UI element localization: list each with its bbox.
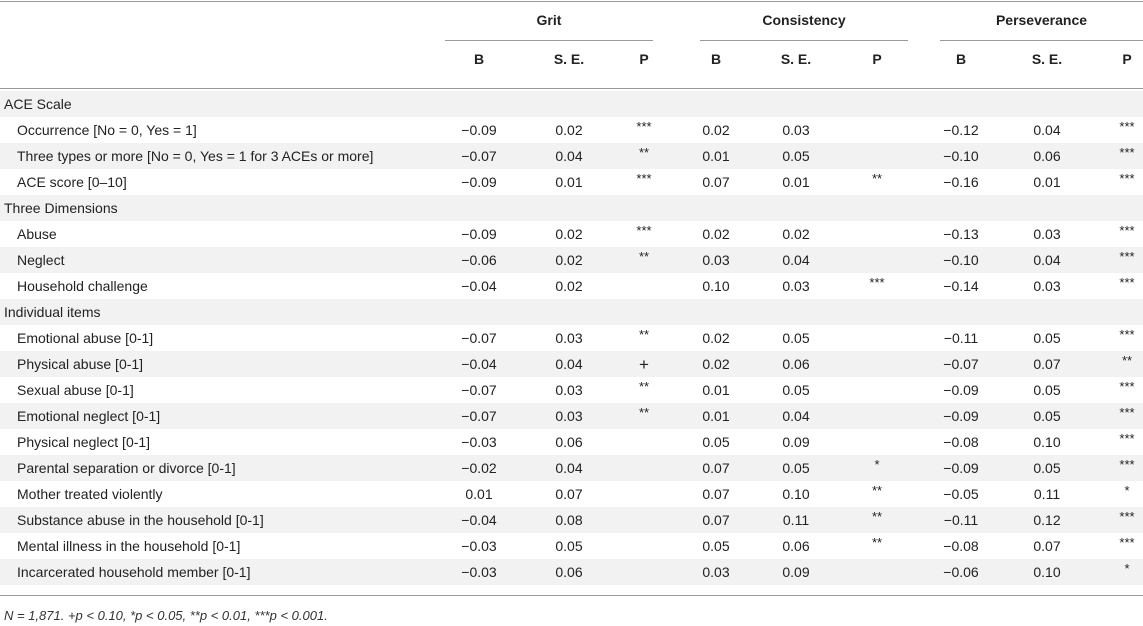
row-label: Three types or more [No = 0, Yes = 1 for 3 ACEs or more] bbox=[17, 148, 374, 164]
value-cell: 0.01 bbox=[782, 174, 810, 190]
value-cell: 0.01 bbox=[555, 174, 583, 190]
subheader-b-grit: B bbox=[473, 51, 485, 67]
significance-cell: * bbox=[874, 457, 880, 472]
significance-cell: *** bbox=[1119, 405, 1135, 420]
group-header-perseverance: Perseverance bbox=[995, 12, 1088, 28]
value-cell: 0.02 bbox=[702, 122, 730, 138]
value-cell: 0.10 bbox=[782, 486, 810, 502]
value-cell: 0.04 bbox=[1033, 252, 1061, 268]
value-cell: 0.06 bbox=[782, 538, 810, 554]
significance-cell: *** bbox=[1119, 327, 1135, 342]
value-cell: −0.10 bbox=[943, 252, 979, 268]
subheader-p-grit: P bbox=[639, 51, 649, 67]
value-cell: 0.03 bbox=[782, 278, 810, 294]
value-cell: 0.07 bbox=[702, 174, 730, 190]
value-cell: 0.03 bbox=[555, 408, 583, 424]
group-rule-perseverance bbox=[940, 40, 1143, 41]
value-cell: 0.01 bbox=[1033, 174, 1061, 190]
value-cell: 0.05 bbox=[1033, 408, 1061, 424]
value-cell: −0.06 bbox=[461, 252, 497, 268]
significance-cell: ** bbox=[638, 405, 650, 420]
value-cell: 0.02 bbox=[702, 356, 730, 372]
significance-cell: *** bbox=[1119, 457, 1135, 472]
value-cell: 0.05 bbox=[702, 538, 730, 554]
value-cell: 0.06 bbox=[555, 564, 583, 580]
value-cell: 0.05 bbox=[1033, 330, 1061, 346]
section-row bbox=[0, 91, 1143, 117]
value-cell: −0.07 bbox=[461, 148, 497, 164]
significance-cell: *** bbox=[1119, 431, 1135, 446]
value-cell: 0.07 bbox=[1033, 538, 1061, 554]
table-row bbox=[0, 351, 1143, 377]
value-cell: 0.07 bbox=[702, 512, 730, 528]
table-row bbox=[0, 507, 1143, 533]
significance-cell: *** bbox=[1119, 275, 1135, 290]
value-cell: −0.09 bbox=[943, 382, 979, 398]
significance-cell bbox=[852, 403, 902, 429]
significance-cell: *** bbox=[1119, 509, 1135, 524]
row-label: Incarcerated household member [0-1] bbox=[17, 564, 251, 580]
significance-cell: ** bbox=[871, 171, 883, 186]
value-cell: −0.10 bbox=[943, 148, 979, 164]
table-row bbox=[0, 533, 1143, 559]
significance-cell bbox=[619, 455, 669, 481]
value-cell: −0.07 bbox=[461, 382, 497, 398]
subheader-b-consistency: B bbox=[710, 51, 722, 67]
significance-cell bbox=[619, 429, 669, 455]
subheader-se-consistency: S. E. bbox=[780, 51, 812, 67]
value-cell: −0.11 bbox=[943, 330, 979, 346]
significance-cell bbox=[852, 143, 902, 169]
value-cell: 0.07 bbox=[702, 486, 730, 502]
value-cell: 0.04 bbox=[782, 408, 810, 424]
group-header-grit: Grit bbox=[536, 12, 562, 28]
table-row bbox=[0, 169, 1143, 195]
value-cell: 0.05 bbox=[1033, 382, 1061, 398]
value-cell: 0.06 bbox=[1033, 148, 1061, 164]
row-label: Emotional abuse [0-1] bbox=[17, 330, 154, 346]
significance-cell bbox=[852, 351, 902, 377]
value-cell: 0.05 bbox=[782, 148, 810, 164]
section-row bbox=[0, 299, 1143, 325]
group-rule-grit bbox=[445, 40, 653, 41]
value-cell: 0.02 bbox=[782, 226, 810, 242]
table-footnote: N = 1,871. +p < 0.10, *p < 0.05, **p < 0.01, ***p < 0.001. bbox=[4, 608, 328, 623]
table-row bbox=[0, 455, 1143, 481]
value-cell: −0.04 bbox=[461, 278, 497, 294]
value-cell: 0.08 bbox=[555, 512, 583, 528]
table-body bbox=[0, 91, 1143, 585]
value-cell: 0.01 bbox=[702, 148, 730, 164]
value-cell: 0.03 bbox=[702, 564, 730, 580]
value-cell: −0.09 bbox=[943, 460, 979, 476]
value-cell: 0.12 bbox=[1033, 512, 1061, 528]
row-label: Physical abuse [0-1] bbox=[17, 356, 144, 372]
table-bottom-rule bbox=[0, 595, 1143, 596]
value-cell: 0.02 bbox=[555, 278, 583, 294]
significance-cell: ** bbox=[638, 249, 650, 264]
significance-cell: + bbox=[639, 355, 649, 374]
value-cell: 0.03 bbox=[555, 330, 583, 346]
value-cell: 0.02 bbox=[555, 252, 583, 268]
value-cell: −0.04 bbox=[461, 512, 497, 528]
value-cell: 0.02 bbox=[555, 226, 583, 242]
table-row bbox=[0, 221, 1143, 247]
value-cell: −0.14 bbox=[943, 278, 979, 294]
row-label: Mother treated violently bbox=[17, 486, 163, 502]
row-label: Abuse bbox=[17, 226, 57, 242]
significance-cell: *** bbox=[1119, 535, 1135, 550]
row-label: Emotional neglect [0-1] bbox=[17, 408, 161, 424]
section-row bbox=[0, 195, 1143, 221]
value-cell: −0.03 bbox=[461, 564, 497, 580]
significance-cell bbox=[619, 273, 669, 299]
row-label: Sexual abuse [0-1] bbox=[17, 382, 134, 398]
value-cell: 0.07 bbox=[1033, 356, 1061, 372]
subheader-p-perseverance: P bbox=[1122, 51, 1132, 67]
section-label: ACE Scale bbox=[4, 96, 72, 112]
row-label: Mental illness in the household [0-1] bbox=[17, 538, 241, 554]
table-row bbox=[0, 117, 1143, 143]
value-cell: 0.10 bbox=[702, 278, 730, 294]
value-cell: 0.05 bbox=[555, 538, 583, 554]
value-cell: 0.10 bbox=[1033, 434, 1061, 450]
significance-cell: ** bbox=[871, 509, 883, 524]
value-cell: 0.04 bbox=[555, 460, 583, 476]
significance-cell: *** bbox=[1119, 249, 1135, 264]
significance-cell: *** bbox=[1119, 171, 1135, 186]
significance-cell: *** bbox=[636, 223, 652, 238]
value-cell: 0.03 bbox=[782, 122, 810, 138]
value-cell: 0.06 bbox=[782, 356, 810, 372]
significance-cell: ** bbox=[871, 483, 883, 498]
significance-cell: *** bbox=[636, 119, 652, 134]
significance-cell bbox=[852, 377, 902, 403]
value-cell: −0.04 bbox=[461, 356, 497, 372]
table-row bbox=[0, 403, 1143, 429]
significance-cell bbox=[619, 481, 669, 507]
significance-cell: ** bbox=[638, 145, 650, 160]
significance-cell bbox=[852, 117, 902, 143]
significance-cell: *** bbox=[869, 275, 885, 290]
value-cell: 0.05 bbox=[782, 382, 810, 398]
significance-cell bbox=[852, 429, 902, 455]
table-row bbox=[0, 143, 1143, 169]
value-cell: 0.05 bbox=[1033, 460, 1061, 476]
value-cell: −0.05 bbox=[943, 486, 979, 502]
row-label: Occurrence [No = 0, Yes = 1] bbox=[17, 122, 197, 138]
value-cell: 0.04 bbox=[555, 356, 583, 372]
table-row bbox=[0, 377, 1143, 403]
value-cell: 0.05 bbox=[782, 460, 810, 476]
significance-cell: *** bbox=[1119, 119, 1135, 134]
value-cell: −0.16 bbox=[943, 174, 979, 190]
table-row bbox=[0, 481, 1143, 507]
table-top-rule bbox=[0, 1, 1143, 2]
value-cell: −0.03 bbox=[461, 538, 497, 554]
row-label: ACE score [0–10] bbox=[17, 174, 127, 190]
significance-cell: ** bbox=[638, 379, 650, 394]
row-label: Household challenge bbox=[17, 278, 148, 294]
group-header-consistency: Consistency bbox=[762, 12, 846, 28]
value-cell: 0.11 bbox=[1033, 486, 1061, 502]
value-cell: −0.13 bbox=[943, 226, 979, 242]
value-cell: −0.09 bbox=[943, 408, 979, 424]
subheader-p-consistency: P bbox=[872, 51, 882, 67]
significance-cell bbox=[852, 559, 902, 585]
row-label: Substance abuse in the household [0-1] bbox=[17, 512, 264, 528]
significance-cell bbox=[619, 559, 669, 585]
value-cell: 0.09 bbox=[782, 434, 810, 450]
value-cell: −0.08 bbox=[943, 538, 979, 554]
value-cell: 0.02 bbox=[702, 330, 730, 346]
value-cell: 0.07 bbox=[702, 460, 730, 476]
value-cell: −0.11 bbox=[943, 512, 979, 528]
value-cell: 0.02 bbox=[555, 122, 583, 138]
value-cell: −0.09 bbox=[461, 226, 497, 242]
value-cell: 0.03 bbox=[555, 382, 583, 398]
value-cell: 0.01 bbox=[702, 408, 730, 424]
table-row bbox=[0, 247, 1143, 273]
significance-cell: ** bbox=[1121, 353, 1133, 368]
table-row bbox=[0, 559, 1143, 585]
section-label: Three Dimensions bbox=[4, 200, 118, 216]
significance-cell: * bbox=[1124, 483, 1130, 498]
header-bottom-rule bbox=[0, 88, 1143, 89]
value-cell: −0.07 bbox=[461, 408, 497, 424]
value-cell: −0.07 bbox=[943, 356, 979, 372]
significance-cell: ** bbox=[871, 535, 883, 550]
significance-cell bbox=[852, 325, 902, 351]
row-label: Parental separation or divorce [0-1] bbox=[17, 460, 236, 476]
value-cell: −0.02 bbox=[461, 460, 497, 476]
subheader-se-perseverance: S. E. bbox=[1031, 51, 1063, 67]
significance-cell: *** bbox=[1119, 145, 1135, 160]
value-cell: 0.05 bbox=[702, 434, 730, 450]
significance-cell bbox=[852, 247, 902, 273]
significance-cell: *** bbox=[1119, 379, 1135, 394]
value-cell: 0.07 bbox=[555, 486, 583, 502]
table-row bbox=[0, 273, 1143, 299]
significance-cell bbox=[852, 221, 902, 247]
value-cell: 0.09 bbox=[782, 564, 810, 580]
value-cell: 0.11 bbox=[782, 512, 810, 528]
significance-cell bbox=[619, 533, 669, 559]
value-cell: 0.01 bbox=[465, 486, 493, 502]
value-cell: −0.08 bbox=[943, 434, 979, 450]
value-cell: 0.03 bbox=[1033, 278, 1061, 294]
value-cell: −0.03 bbox=[461, 434, 497, 450]
value-cell: 0.03 bbox=[1033, 226, 1061, 242]
value-cell: −0.09 bbox=[461, 174, 497, 190]
row-label: Neglect bbox=[17, 252, 65, 268]
value-cell: 0.05 bbox=[782, 330, 810, 346]
section-label: Individual items bbox=[4, 304, 101, 320]
value-cell: 0.03 bbox=[702, 252, 730, 268]
value-cell: 0.04 bbox=[782, 252, 810, 268]
subheader-se-grit: S. E. bbox=[553, 51, 585, 67]
value-cell: 0.01 bbox=[702, 382, 730, 398]
table-row bbox=[0, 429, 1143, 455]
significance-cell bbox=[619, 507, 669, 533]
row-label: Physical neglect [0-1] bbox=[17, 434, 151, 450]
value-cell: 0.04 bbox=[1033, 122, 1061, 138]
subheader-b-perseverance: B bbox=[955, 51, 967, 67]
significance-cell: *** bbox=[1119, 223, 1135, 238]
value-cell: −0.09 bbox=[461, 122, 497, 138]
significance-cell: *** bbox=[636, 171, 652, 186]
value-cell: 0.10 bbox=[1033, 564, 1061, 580]
significance-cell: ** bbox=[638, 327, 650, 342]
value-cell: −0.07 bbox=[461, 330, 497, 346]
value-cell: 0.06 bbox=[555, 434, 583, 450]
value-cell: −0.06 bbox=[943, 564, 979, 580]
significance-cell: * bbox=[1124, 561, 1130, 576]
value-cell: 0.04 bbox=[555, 148, 583, 164]
value-cell: 0.02 bbox=[702, 226, 730, 242]
value-cell: −0.12 bbox=[943, 122, 979, 138]
group-rule-consistency bbox=[700, 40, 908, 41]
table-row bbox=[0, 325, 1143, 351]
